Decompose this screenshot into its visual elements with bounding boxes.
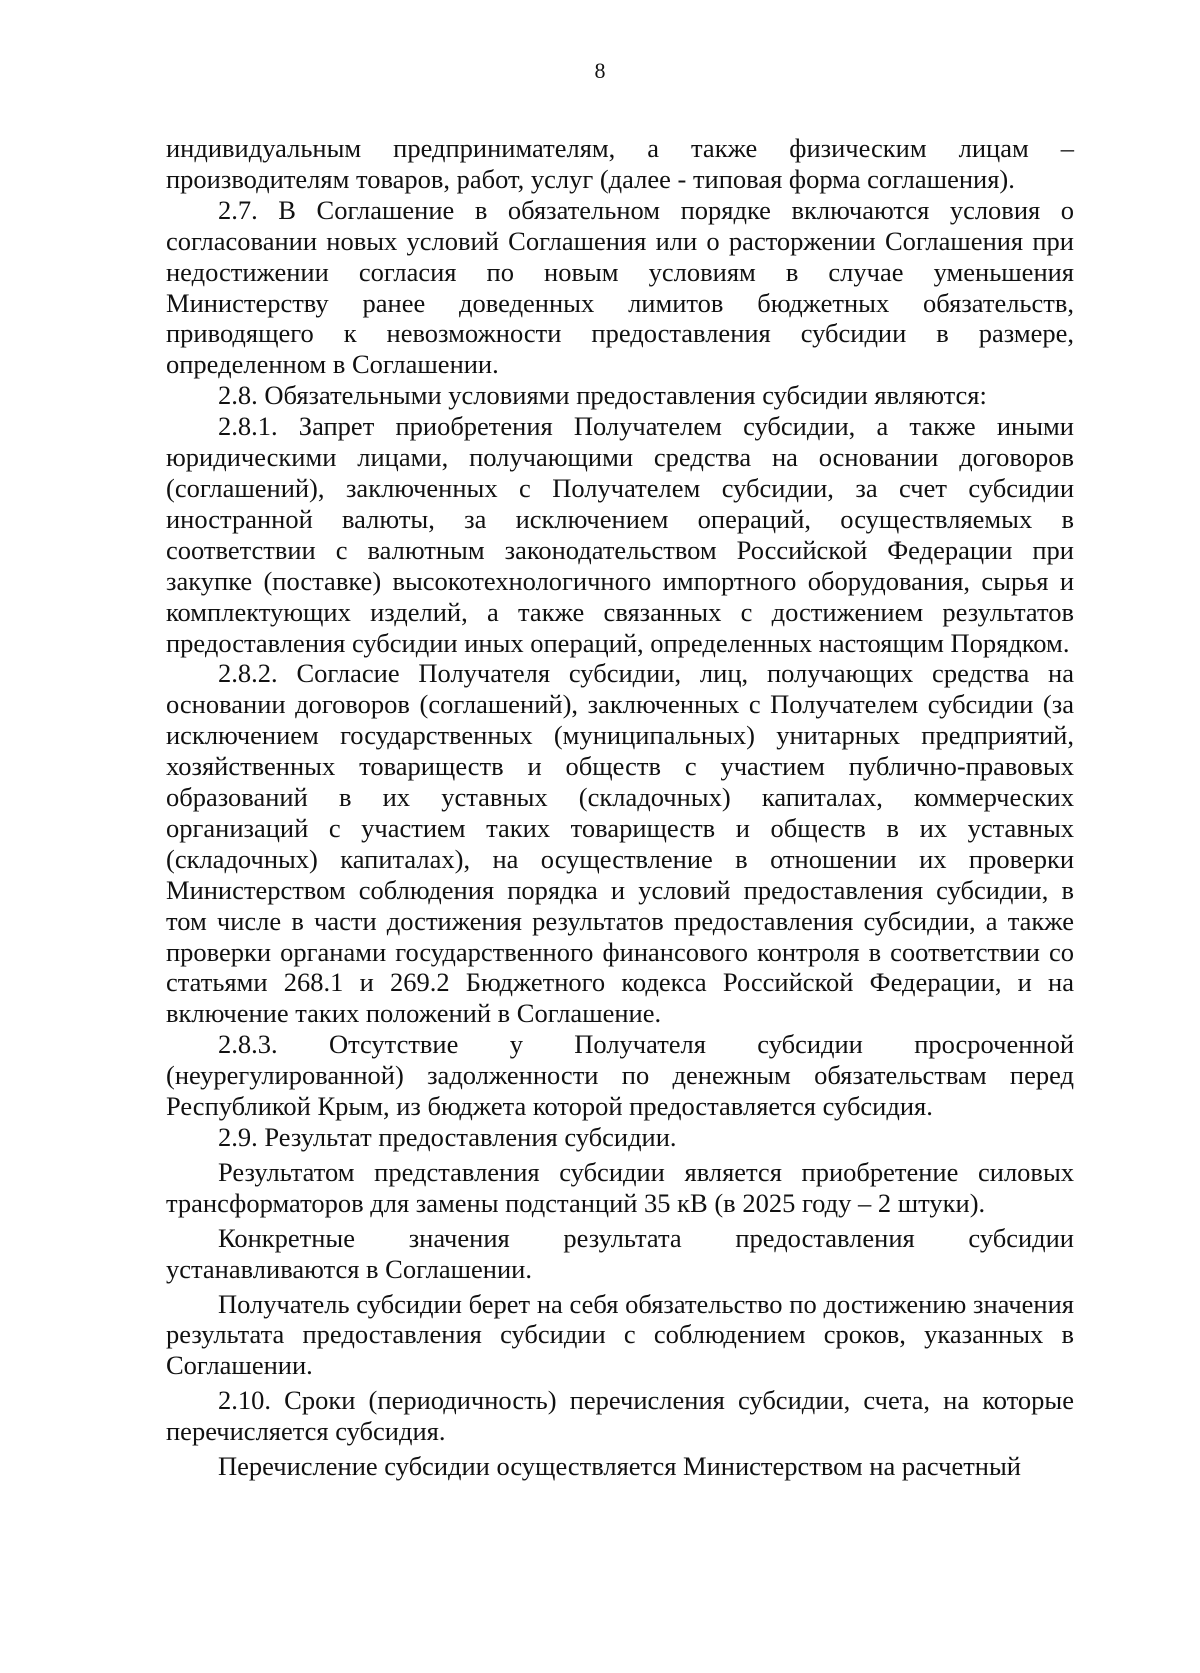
paragraph-2-8: 2.8. Обязательными условиями предоставления субсидии являются: — [218, 380, 987, 411]
paragraph-recipient-obligation: Получатель субсидии берет на себя обязательство по достижению значения результата предоставления субсидии с соблюдением сроков, указанных в Соглашении. — [166, 1288, 1074, 1381]
paragraph-2-7: 2.7. В Соглашение в обязательном порядке включаются условия о согласовании новых условий Соглашения или о расторжении Соглашения при недостижении согласия по новым условиям в случае уменьшения Министерству ранее доведенных лимитов бюджетных обязательств, приводящего к невозможности предоставления субсидии в размере, определенном в Соглашении. — [166, 194, 1074, 380]
paragraph-2-10: 2.10. Сроки (периодичность) перечисления субсидии, счета, на которые перечисляется субсидия. — [166, 1385, 1074, 1447]
paragraph-2-8-3: 2.8.3. Отсутствие у Получателя субсидии просроченной (неурегулированной) задолженности по денежным обязательствам перед Республикой Крым, из бюджета которой предоставляется субсидия. — [166, 1029, 1074, 1122]
paragraph-result-description: Результатом представления субсидии является приобретение силовых трансформаторов для замены подстанций 35 кВ (в 2025 году – 2 штуки). — [166, 1156, 1074, 1218]
paragraph-result-values: Конкретные значения результата предоставления субсидии устанавливаются в Соглашении. — [166, 1222, 1074, 1284]
paragraph-transfer: Перечисление субсидии осуществляется Министерством на расчетный — [218, 1451, 1021, 1482]
paragraph-2-9: 2.9. Результат предоставления субсидии. — [218, 1122, 677, 1152]
paragraph-intro-continuation: индивидуальным предпринимателям, а также физическим лицам – производителям товаров, работ, услуг (далее - типовая форма соглашения). — [166, 133, 1074, 194]
document-body — [166, 133, 1074, 1482]
page-number: 8 — [594, 58, 606, 83]
paragraph-2-8-2: 2.8.2. Согласие Получателя субсидии, лиц, получающих средства на основании договоров (соглашений), заключенных с Получателем субсидии (за исключением государственных (муниципальных) унитарных предприятий, хозяйственных товариществ и обществ с участием публично-правовых образований в их уставных (складочных) капиталах, коммерческих организаций с участием таких товариществ и обществ в их уставных (складочных) капиталах), на осуществление в отношении их проверки Министерством соблюдения порядка и условий предоставления субсидии, в том числе в части достижения результатов предоставления субсидии, а также проверки органами государственного финансового контроля в соответствии со статьями 268.1 и 269.2 Бюджетного кодекса Российской Федерации, и на включение таких положений в Соглашение. — [166, 658, 1074, 1029]
paragraph-2-8-1: 2.8.1. Запрет приобретения Получателем субсидии, а также иными юридическими лицами, получающими средства на основании договоров (соглашений), заключенных с Получателем субсидии, за счет субсидии иностранной валюты, за исключением операций, осуществляемых в соответствии с валютным законодательством Российской Федерации при закупке (поставке) высокотехнологичного импортного оборудования, сырья и комплектующих изделий, а также связанных с достижением результатов предоставления субсидии иных операций, определенных настоящим Порядком. — [166, 411, 1074, 658]
